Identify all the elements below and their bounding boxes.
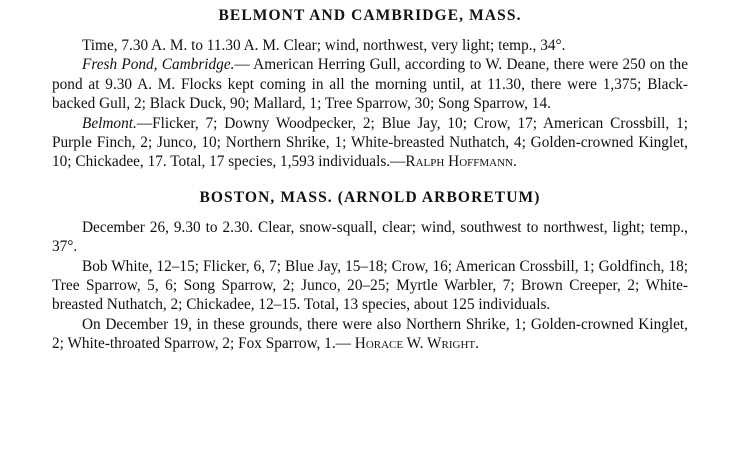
paragraph-belmont	[52, 114, 688, 172]
place-name-fresh-pond: Fresh Pond, Cambridge.	[82, 56, 235, 74]
place-name-belmont: Belmont.	[82, 114, 137, 132]
paragraph-fresh-pond	[52, 55, 688, 113]
paragraph-time-weather: Time, 7.30 A. M. to 11.30 A. M. Clear; wind, northwest, very light; temp., 34°.	[82, 37, 566, 54]
paragraph-species-list: Bob White, 12–15; Flicker, 6, 7; Blue Jay, 15–18; Crow, 16; American Crossbill, 1; Goldfinch, 18; Tree Sparrow, 5, 6; Song Sparrow, 2; Junco, 20–25; Myrtle Warbler, 7; Brown Creeper, 2; White-breasted Nuthatch, 2; Chickadee, 12–15. Total, 13 species, about 125 individuals.	[52, 257, 688, 314]
document-page	[52, 0, 688, 354]
belmont-text: —Flicker, 7; Downy Woodpecker, 2; Blue Jay, 10; Crow, 17; American Crossbill, 1; Purple Finch, 2; Junco, 10; Northern Shrike, 1; White-breasted Nuthatch, 4; Golden-crowned Kinglet, 10; Chickadee, 17. Total, 17 species, 1,593 individuals.—	[52, 114, 688, 171]
author-signature: Horace W. Wright.	[354, 335, 479, 353]
fresh-pond-text: — American Herring Gull, according to W. Deane, there were 250 on the pond at 9.30 A. M. Flocks kept coming in all the morning until, at 11.30, there were 1,375; Black-backed Gull, 2; Black Duck, 90; Mallard, 1; Tree Sparrow, 30; Song Sparrow, 14.	[52, 56, 688, 113]
author-signature: Ralph Hoffmann.	[405, 153, 517, 171]
paragraph-date-weather: December 26, 9.30 to 2.30. Clear, snow-squall, clear; wind, southwest to northwest, light; temp., 37°.	[52, 218, 688, 256]
december-19-text: On December 19, in these grounds, there were also Northern Shrike, 1; Golden-crowned Kinglet, 2; White-throated Sparrow, 2; Fox Sparrow, 1.—	[52, 315, 688, 353]
paragraph-december-19	[52, 315, 688, 354]
section-heading-boston: BOSTON, MASS. (ARNOLD ARBORETUM)	[199, 188, 541, 206]
section-heading-belmont-cambridge: BELMONT AND CAMBRIDGE, MASS.	[218, 7, 522, 24]
